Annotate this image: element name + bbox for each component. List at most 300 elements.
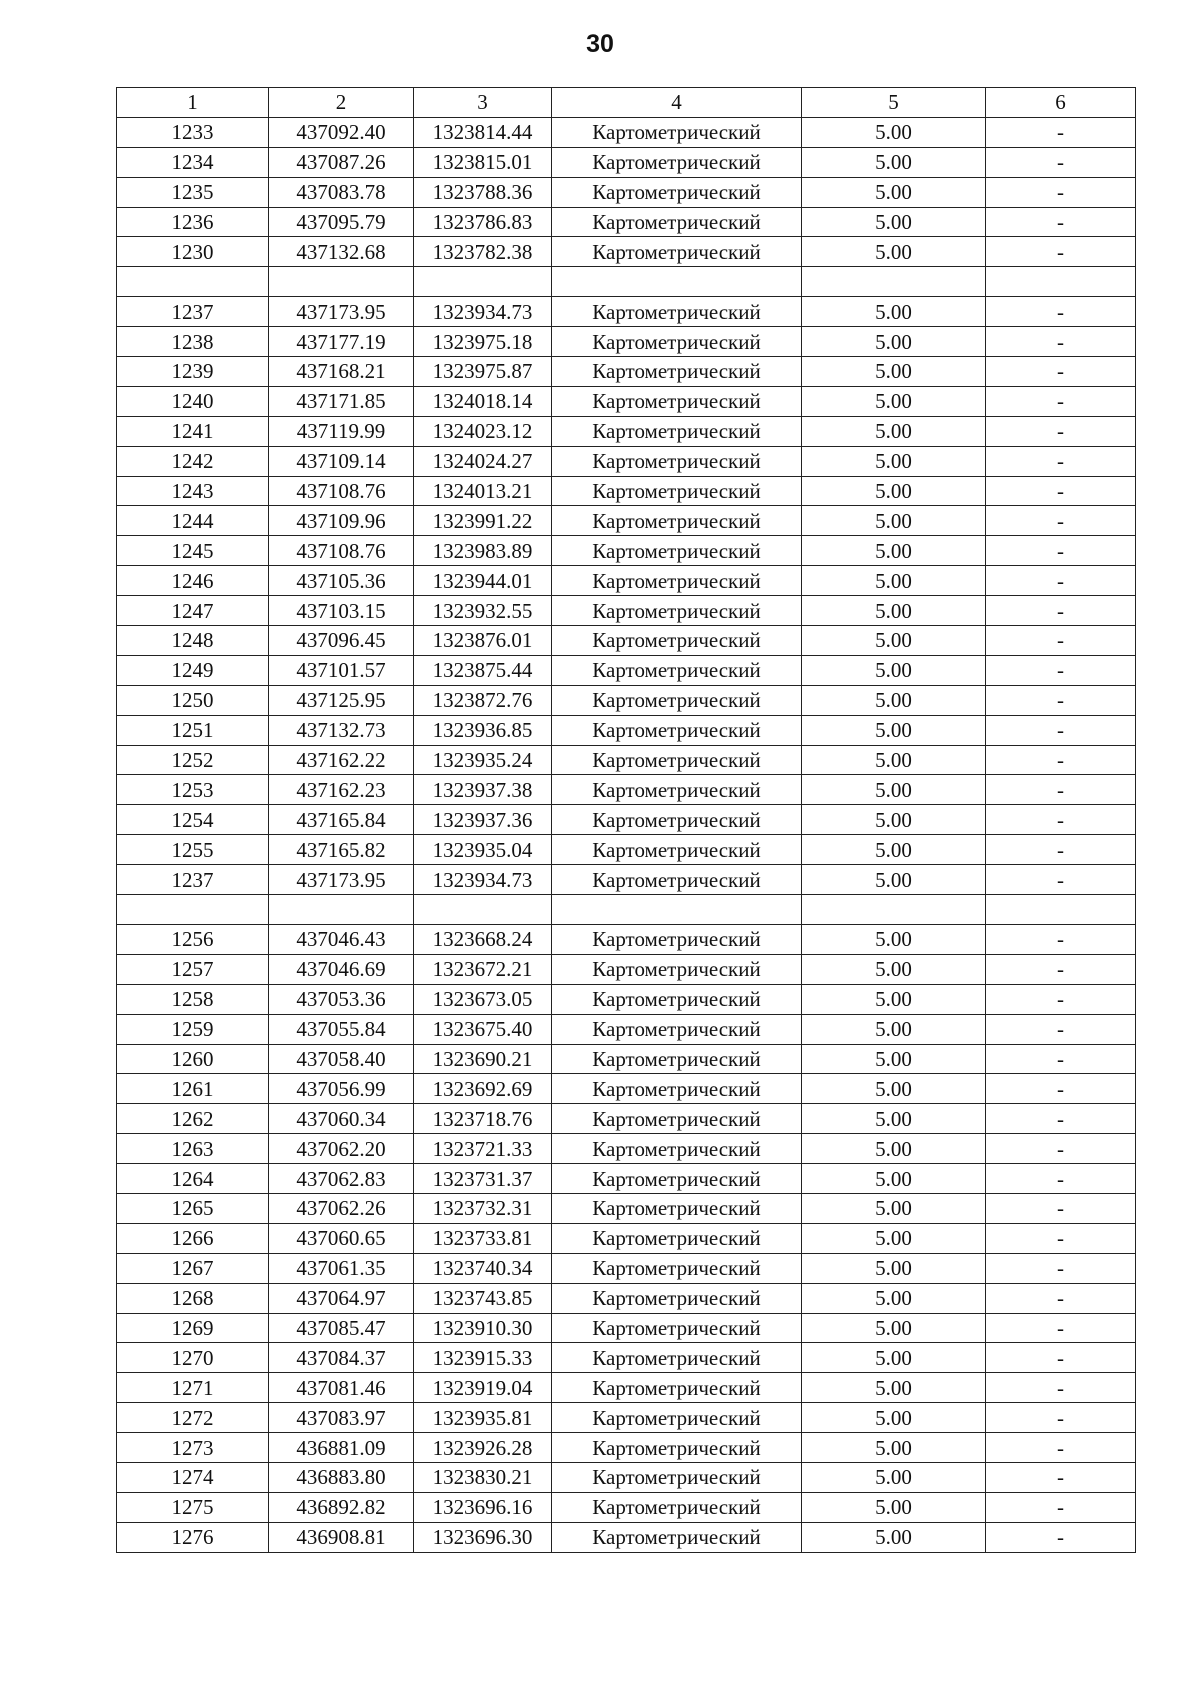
cell-coord-x: 437162.23 — [269, 775, 414, 805]
table-row — [117, 1492, 1136, 1522]
cell-point-number: 1256 — [117, 924, 269, 954]
cell-coord-x: 437046.69 — [269, 954, 414, 984]
cell-point-number: 1262 — [117, 1104, 269, 1134]
cell-accuracy: 5.00 — [802, 1014, 986, 1044]
cell-accuracy: 5.00 — [802, 1462, 986, 1492]
cell-method: Картометрический — [552, 416, 802, 446]
table-row — [117, 1522, 1136, 1552]
cell-accuracy: 5.00 — [802, 835, 986, 865]
cell-accuracy: 5.00 — [802, 1253, 986, 1283]
cell-point-number: 1254 — [117, 805, 269, 835]
cell-accuracy: 5.00 — [802, 1283, 986, 1313]
table-row — [117, 1134, 1136, 1164]
cell-point-number: 1239 — [117, 357, 269, 387]
cell-coord-y: 1323936.85 — [414, 715, 552, 745]
cell-point-number: 1247 — [117, 596, 269, 626]
cell-coord-y: 1323872.76 — [414, 685, 552, 715]
cell-note: - — [986, 566, 1136, 596]
cell-point-number: 1252 — [117, 745, 269, 775]
cell-accuracy: 5.00 — [802, 1044, 986, 1074]
cell-accuracy: 5.00 — [802, 1343, 986, 1373]
cell-coord-x: 437173.95 — [269, 865, 414, 895]
cell-note — [986, 267, 1136, 297]
cell-method: Картометрический — [552, 1134, 802, 1164]
cell-coord-x: 437060.65 — [269, 1223, 414, 1253]
cell-coord-x — [269, 267, 414, 297]
table-row — [117, 655, 1136, 685]
cell-coord-y: 1323788.36 — [414, 177, 552, 207]
table-row — [117, 1313, 1136, 1343]
cell-method: Картометрический — [552, 1313, 802, 1343]
cell-coord-x: 437053.36 — [269, 984, 414, 1014]
cell-point-number: 1236 — [117, 207, 269, 237]
cell-coord-x: 437109.14 — [269, 446, 414, 476]
cell-accuracy: 5.00 — [802, 924, 986, 954]
cell-note: - — [986, 177, 1136, 207]
cell-method: Картометрический — [552, 386, 802, 416]
table-row — [117, 237, 1136, 267]
cell-coord-y: 1323915.33 — [414, 1343, 552, 1373]
cell-note: - — [986, 1373, 1136, 1403]
cell-coord-x: 437109.96 — [269, 506, 414, 536]
cell-method: Картометрический — [552, 626, 802, 656]
cell-method — [552, 267, 802, 297]
table-row — [117, 1253, 1136, 1283]
cell-coord-x: 437108.76 — [269, 476, 414, 506]
cell-note: - — [986, 1462, 1136, 1492]
table-row — [117, 715, 1136, 745]
cell-coord-y: 1323830.21 — [414, 1462, 552, 1492]
cell-note: - — [986, 446, 1136, 476]
cell-coord-y: 1323875.44 — [414, 655, 552, 685]
cell-point-number: 1276 — [117, 1522, 269, 1552]
table-row — [117, 297, 1136, 327]
cell-note: - — [986, 416, 1136, 446]
table-row — [117, 267, 1136, 297]
table-row — [117, 865, 1136, 895]
cell-point-number — [117, 267, 269, 297]
cell-coord-y: 1323733.81 — [414, 1223, 552, 1253]
cell-coord-y: 1323740.34 — [414, 1253, 552, 1283]
cell-accuracy: 5.00 — [802, 386, 986, 416]
cell-coord-x: 437125.95 — [269, 685, 414, 715]
cell-coord-y: 1324018.14 — [414, 386, 552, 416]
cell-point-number: 1245 — [117, 536, 269, 566]
cell-coord-y: 1323975.18 — [414, 327, 552, 357]
cell-method: Картометрический — [552, 655, 802, 685]
cell-note: - — [986, 685, 1136, 715]
table-row — [117, 207, 1136, 237]
table-row — [117, 805, 1136, 835]
cell-coord-x: 437081.46 — [269, 1373, 414, 1403]
cell-coord-y: 1323675.40 — [414, 1014, 552, 1044]
cell-point-number: 1261 — [117, 1074, 269, 1104]
cell-coord-x: 437108.76 — [269, 536, 414, 566]
cell-point-number: 1230 — [117, 237, 269, 267]
cell-method: Картометрический — [552, 1044, 802, 1074]
cell-method: Картометрический — [552, 536, 802, 566]
table-row — [117, 117, 1136, 147]
cell-note: - — [986, 476, 1136, 506]
cell-note: - — [986, 1522, 1136, 1552]
cell-note: - — [986, 1223, 1136, 1253]
table-row — [117, 506, 1136, 536]
cell-method: Картометрический — [552, 446, 802, 476]
table-row — [117, 895, 1136, 925]
cell-accuracy: 5.00 — [802, 506, 986, 536]
cell-point-number: 1234 — [117, 147, 269, 177]
table-row — [117, 327, 1136, 357]
table-row — [117, 1373, 1136, 1403]
cell-accuracy: 5.00 — [802, 327, 986, 357]
cell-coord-y: 1323672.21 — [414, 954, 552, 984]
cell-accuracy: 5.00 — [802, 626, 986, 656]
cell-note: - — [986, 715, 1136, 745]
cell-point-number: 1246 — [117, 566, 269, 596]
cell-coord-y — [414, 267, 552, 297]
cell-accuracy — [802, 267, 986, 297]
cell-coord-x: 437132.68 — [269, 237, 414, 267]
coordinates-table — [116, 87, 1136, 1553]
table-row — [117, 1462, 1136, 1492]
cell-coord-y: 1323815.01 — [414, 147, 552, 177]
cell-coord-y: 1323935.81 — [414, 1403, 552, 1433]
cell-accuracy: 5.00 — [802, 1433, 986, 1463]
cell-coord-x: 437060.34 — [269, 1104, 414, 1134]
cell-method: Картометрический — [552, 1433, 802, 1463]
cell-method: Картометрический — [552, 1522, 802, 1552]
cell-coord-y: 1323935.04 — [414, 835, 552, 865]
cell-accuracy: 5.00 — [802, 1134, 986, 1164]
cell-accuracy: 5.00 — [802, 954, 986, 984]
cell-accuracy: 5.00 — [802, 984, 986, 1014]
cell-point-number: 1257 — [117, 954, 269, 984]
cell-coord-y: 1323743.85 — [414, 1283, 552, 1313]
table-row — [117, 536, 1136, 566]
cell-point-number: 1275 — [117, 1492, 269, 1522]
cell-accuracy: 5.00 — [802, 745, 986, 775]
cell-point-number: 1237 — [117, 297, 269, 327]
cell-point-number: 1270 — [117, 1343, 269, 1373]
cell-note: - — [986, 924, 1136, 954]
table-row — [117, 147, 1136, 177]
cell-point-number: 1273 — [117, 1433, 269, 1463]
cell-coord-y: 1323937.38 — [414, 775, 552, 805]
cell-note: - — [986, 1283, 1136, 1313]
cell-note: - — [986, 506, 1136, 536]
cell-coord-x: 437083.78 — [269, 177, 414, 207]
cell-coord-x: 437105.36 — [269, 566, 414, 596]
cell-coord-x: 437062.83 — [269, 1164, 414, 1194]
cell-coord-y: 1323983.89 — [414, 536, 552, 566]
cell-method: Картометрический — [552, 177, 802, 207]
cell-accuracy: 5.00 — [802, 147, 986, 177]
cell-coord-y: 1323782.38 — [414, 237, 552, 267]
cell-accuracy: 5.00 — [802, 1193, 986, 1223]
cell-method: Картометрический — [552, 1104, 802, 1134]
cell-coord-x: 437119.99 — [269, 416, 414, 446]
cell-coord-x: 436881.09 — [269, 1433, 414, 1463]
cell-note — [986, 895, 1136, 925]
cell-method: Картометрический — [552, 357, 802, 387]
cell-coord-x: 437173.95 — [269, 297, 414, 327]
cell-coord-y: 1323975.87 — [414, 357, 552, 387]
table-body — [117, 88, 1136, 1553]
cell-point-number: 1266 — [117, 1223, 269, 1253]
cell-coord-y: 1324024.27 — [414, 446, 552, 476]
cell-coord-x: 437101.57 — [269, 655, 414, 685]
table-row — [117, 745, 1136, 775]
cell-accuracy: 5.00 — [802, 1492, 986, 1522]
cell-coord-y: 1323786.83 — [414, 207, 552, 237]
cell-accuracy: 5.00 — [802, 357, 986, 387]
cell-coord-x: 437162.22 — [269, 745, 414, 775]
cell-coord-x: 437092.40 — [269, 117, 414, 147]
table-row — [117, 835, 1136, 865]
cell-coord-x: 437165.82 — [269, 835, 414, 865]
cell-point-number: 1264 — [117, 1164, 269, 1194]
cell-point-number: 1250 — [117, 685, 269, 715]
table-header-row — [117, 88, 1136, 118]
cell-point-number: 1265 — [117, 1193, 269, 1223]
cell-coord-x: 437171.85 — [269, 386, 414, 416]
cell-coord-x: 437064.97 — [269, 1283, 414, 1313]
cell-method: Картометрический — [552, 835, 802, 865]
cell-coord-y: 1323668.24 — [414, 924, 552, 954]
cell-point-number: 1241 — [117, 416, 269, 446]
cell-coord-x: 436908.81 — [269, 1522, 414, 1552]
header-cell-6: 6 — [986, 88, 1136, 118]
cell-point-number: 1248 — [117, 626, 269, 656]
cell-point-number: 1260 — [117, 1044, 269, 1074]
cell-coord-x: 436892.82 — [269, 1492, 414, 1522]
cell-point-number: 1268 — [117, 1283, 269, 1313]
cell-method: Картометрический — [552, 1283, 802, 1313]
cell-coord-y: 1323732.31 — [414, 1193, 552, 1223]
cell-method: Картометрический — [552, 1462, 802, 1492]
cell-accuracy: 5.00 — [802, 1164, 986, 1194]
table-row — [117, 1014, 1136, 1044]
cell-point-number — [117, 895, 269, 925]
cell-coord-y: 1323934.73 — [414, 297, 552, 327]
cell-note: - — [986, 775, 1136, 805]
table-row — [117, 775, 1136, 805]
table-row — [117, 596, 1136, 626]
cell-note: - — [986, 357, 1136, 387]
cell-method: Картометрический — [552, 596, 802, 626]
cell-note: - — [986, 626, 1136, 656]
cell-accuracy: 5.00 — [802, 655, 986, 685]
cell-accuracy: 5.00 — [802, 715, 986, 745]
table-row — [117, 1433, 1136, 1463]
cell-method: Картометрический — [552, 1373, 802, 1403]
cell-coord-y: 1323919.04 — [414, 1373, 552, 1403]
cell-method: Картометрический — [552, 147, 802, 177]
cell-coord-y: 1323731.37 — [414, 1164, 552, 1194]
cell-method: Картометрический — [552, 1193, 802, 1223]
cell-accuracy: 5.00 — [802, 596, 986, 626]
cell-accuracy: 5.00 — [802, 805, 986, 835]
table-row — [117, 446, 1136, 476]
cell-point-number: 1272 — [117, 1403, 269, 1433]
cell-accuracy: 5.00 — [802, 865, 986, 895]
cell-coord-x: 437087.26 — [269, 147, 414, 177]
cell-method: Картометрический — [552, 1492, 802, 1522]
cell-method: Картометрический — [552, 1343, 802, 1373]
cell-coord-x: 437056.99 — [269, 1074, 414, 1104]
cell-point-number: 1240 — [117, 386, 269, 416]
table-row — [117, 566, 1136, 596]
cell-method: Картометрический — [552, 775, 802, 805]
cell-method: Картометрический — [552, 237, 802, 267]
cell-accuracy: 5.00 — [802, 476, 986, 506]
cell-note: - — [986, 1403, 1136, 1433]
cell-point-number: 1253 — [117, 775, 269, 805]
cell-point-number: 1237 — [117, 865, 269, 895]
cell-method: Картометрический — [552, 1253, 802, 1283]
cell-note: - — [986, 1433, 1136, 1463]
cell-coord-y: 1324013.21 — [414, 476, 552, 506]
cell-note: - — [986, 207, 1136, 237]
cell-coord-x: 437084.37 — [269, 1343, 414, 1373]
table-row — [117, 357, 1136, 387]
cell-accuracy: 5.00 — [802, 1223, 986, 1253]
cell-coord-y: 1323932.55 — [414, 596, 552, 626]
header-cell-1: 1 — [117, 88, 269, 118]
cell-note: - — [986, 745, 1136, 775]
cell-coord-x: 437085.47 — [269, 1313, 414, 1343]
cell-accuracy: 5.00 — [802, 297, 986, 327]
table-row — [117, 1193, 1136, 1223]
header-cell-3: 3 — [414, 88, 552, 118]
cell-coord-y: 1323721.33 — [414, 1134, 552, 1164]
cell-method: Картометрический — [552, 327, 802, 357]
cell-point-number: 1242 — [117, 446, 269, 476]
cell-accuracy: 5.00 — [802, 1522, 986, 1552]
cell-method: Картометрический — [552, 745, 802, 775]
table-row — [117, 984, 1136, 1014]
cell-method: Картометрический — [552, 715, 802, 745]
cell-note: - — [986, 1253, 1136, 1283]
cell-method: Картометрический — [552, 805, 802, 835]
cell-note: - — [986, 835, 1136, 865]
cell-coord-y: 1324023.12 — [414, 416, 552, 446]
cell-point-number: 1269 — [117, 1313, 269, 1343]
cell-coord-y: 1323876.01 — [414, 626, 552, 656]
cell-note: - — [986, 1193, 1136, 1223]
table-row — [117, 476, 1136, 506]
cell-accuracy: 5.00 — [802, 416, 986, 446]
cell-accuracy — [802, 895, 986, 925]
page-number: 30 — [586, 30, 614, 58]
cell-point-number: 1258 — [117, 984, 269, 1014]
cell-note: - — [986, 1164, 1136, 1194]
cell-method: Картометрический — [552, 954, 802, 984]
cell-method: Картометрический — [552, 506, 802, 536]
cell-coord-y: 1323690.21 — [414, 1044, 552, 1074]
cell-note: - — [986, 1134, 1136, 1164]
table-row — [117, 1074, 1136, 1104]
cell-coord-x: 437083.97 — [269, 1403, 414, 1433]
cell-note: - — [986, 1044, 1136, 1074]
cell-point-number: 1255 — [117, 835, 269, 865]
cell-accuracy: 5.00 — [802, 446, 986, 476]
cell-point-number: 1243 — [117, 476, 269, 506]
cell-accuracy: 5.00 — [802, 775, 986, 805]
table-row — [117, 1223, 1136, 1253]
cell-note: - — [986, 1313, 1136, 1343]
cell-point-number: 1251 — [117, 715, 269, 745]
cell-coord-y — [414, 895, 552, 925]
cell-coord-x: 437096.45 — [269, 626, 414, 656]
cell-method: Картометрический — [552, 984, 802, 1014]
cell-method: Картометрический — [552, 1014, 802, 1044]
cell-point-number: 1259 — [117, 1014, 269, 1044]
cell-method: Картометрический — [552, 117, 802, 147]
table-row — [117, 1343, 1136, 1373]
cell-point-number: 1238 — [117, 327, 269, 357]
table-row — [117, 1283, 1136, 1313]
cell-coord-y: 1323991.22 — [414, 506, 552, 536]
cell-point-number: 1267 — [117, 1253, 269, 1283]
cell-coord-y: 1323937.36 — [414, 805, 552, 835]
cell-note: - — [986, 297, 1136, 327]
table-row — [117, 954, 1136, 984]
cell-coord-y: 1323910.30 — [414, 1313, 552, 1343]
table-row — [117, 1044, 1136, 1074]
cell-accuracy: 5.00 — [802, 177, 986, 207]
cell-accuracy: 5.00 — [802, 117, 986, 147]
cell-coord-y: 1323718.76 — [414, 1104, 552, 1134]
cell-accuracy: 5.00 — [802, 1373, 986, 1403]
table-row — [117, 177, 1136, 207]
cell-point-number: 1271 — [117, 1373, 269, 1403]
cell-point-number: 1263 — [117, 1134, 269, 1164]
cell-note: - — [986, 327, 1136, 357]
cell-coord-x — [269, 895, 414, 925]
cell-point-number: 1274 — [117, 1462, 269, 1492]
cell-note: - — [986, 1492, 1136, 1522]
cell-note: - — [986, 805, 1136, 835]
cell-coord-x: 437165.84 — [269, 805, 414, 835]
cell-method: Картометрический — [552, 207, 802, 237]
cell-point-number: 1244 — [117, 506, 269, 536]
cell-coord-y: 1323944.01 — [414, 566, 552, 596]
cell-note: - — [986, 1074, 1136, 1104]
cell-note: - — [986, 954, 1136, 984]
table-row — [117, 1164, 1136, 1194]
cell-accuracy: 5.00 — [802, 237, 986, 267]
cell-coord-x: 437095.79 — [269, 207, 414, 237]
cell-coord-y: 1323926.28 — [414, 1433, 552, 1463]
cell-accuracy: 5.00 — [802, 1074, 986, 1104]
cell-method — [552, 895, 802, 925]
cell-note: - — [986, 596, 1136, 626]
cell-accuracy: 5.00 — [802, 1403, 986, 1433]
table-row — [117, 416, 1136, 446]
cell-note: - — [986, 117, 1136, 147]
cell-coord-y: 1323696.16 — [414, 1492, 552, 1522]
cell-note: - — [986, 1343, 1136, 1373]
cell-accuracy: 5.00 — [802, 207, 986, 237]
cell-method: Картометрический — [552, 297, 802, 327]
cell-coord-x: 436883.80 — [269, 1462, 414, 1492]
cell-note: - — [986, 1104, 1136, 1134]
cell-note: - — [986, 536, 1136, 566]
header-cell-5: 5 — [802, 88, 986, 118]
cell-point-number: 1235 — [117, 177, 269, 207]
cell-coord-y: 1323935.24 — [414, 745, 552, 775]
